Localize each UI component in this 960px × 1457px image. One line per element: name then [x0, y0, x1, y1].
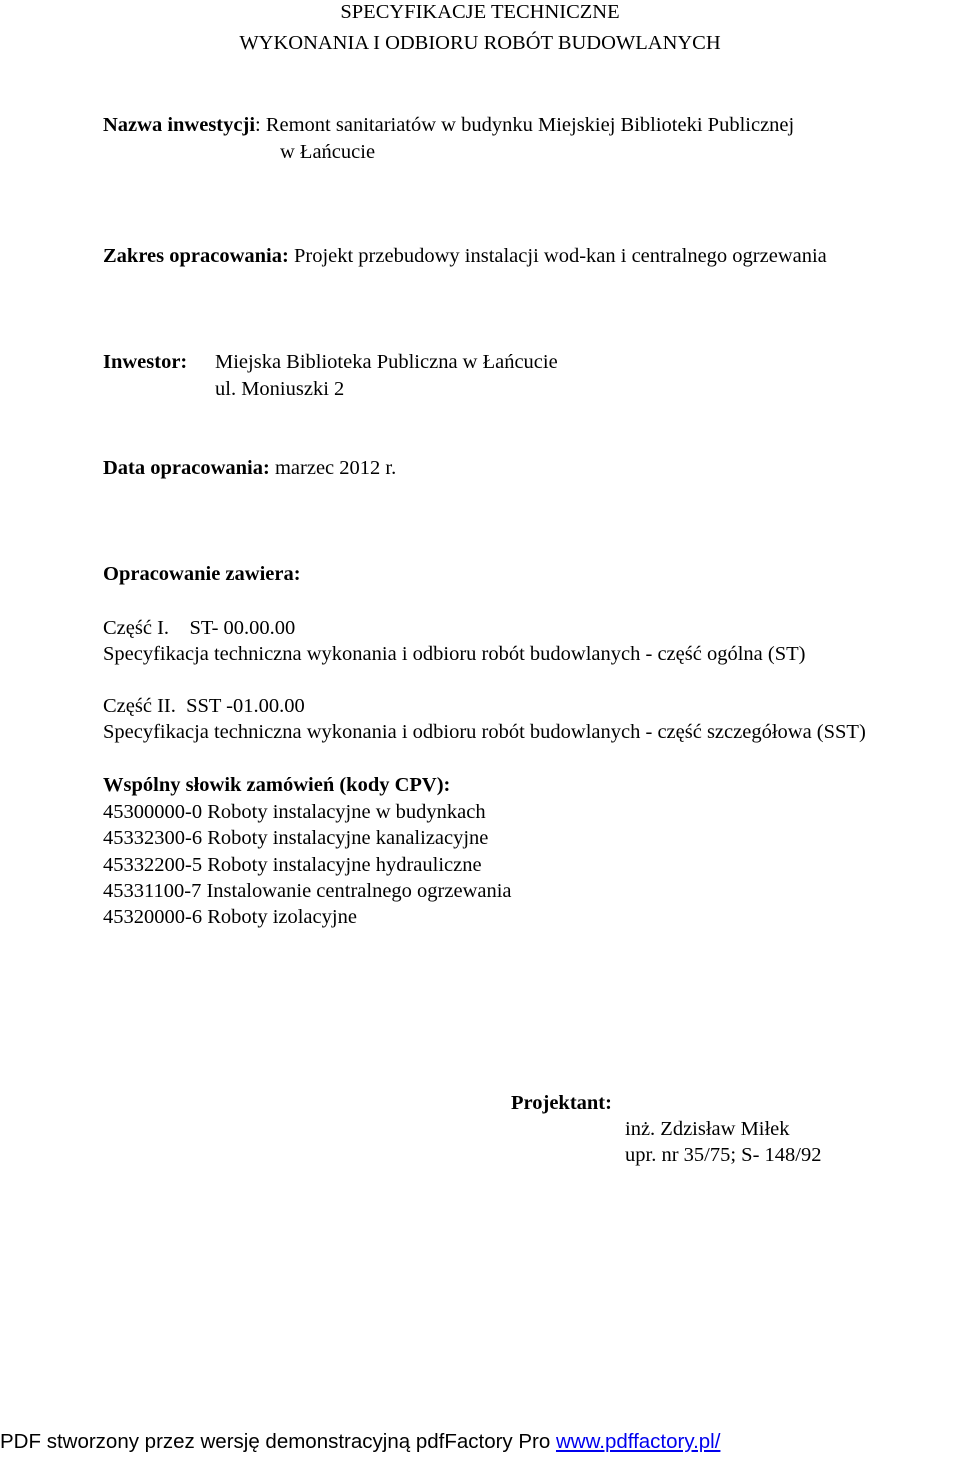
cpv-item: 45332200-5 Roboty instalacyjne hydrauliczne	[103, 854, 482, 876]
designer-name: inż. Zdzisław Miłek	[625, 1118, 790, 1140]
part2-description: Specyfikacja techniczna wykonania i odbioru robót budowlanych - część szczegółowa (SST)	[103, 721, 866, 743]
part1-code: Część I. ST- 00.00.00	[103, 617, 296, 639]
scope	[103, 246, 827, 267]
part2-code: Część II. SST -01.00.00	[103, 695, 305, 717]
investor-name: Miejska Biblioteka Publiczna w Łańcucie	[215, 351, 558, 373]
footer-link[interactable]: www.pdffactory.pl/	[555, 1430, 721, 1453]
cpv-item: 45332300-6 Roboty instalacyjne kanalizacyjne	[103, 827, 489, 849]
investment-label: Nazwa inwestycji	[103, 114, 256, 136]
date	[103, 458, 396, 479]
investment-name	[103, 115, 794, 136]
pdf-footer	[0, 1432, 720, 1453]
date-label: Data opracowania:	[103, 457, 270, 479]
document-title-line1: SPECYFIKACJE TECHNICZNE	[340, 1, 620, 23]
investment-value: : Remont sanitariatów w budynku Miejskiej Biblioteki Publicznej	[255, 114, 795, 136]
contents-heading: Opracowanie zawiera:	[103, 563, 301, 585]
scope-label: Zakres opracowania:	[103, 245, 289, 267]
footer-text: PDF stworzony przez wersję demonstracyjną pdfFactory Pro	[0, 1430, 556, 1453]
scope-value: Projekt przebudowy instalacji wod-kan i centralnego ogrzewania	[288, 245, 827, 267]
cpv-item: 45320000-6 Roboty izolacyjne	[103, 906, 357, 928]
date-value: marzec 2012 r.	[269, 457, 397, 479]
part1-description: Specyfikacja techniczna wykonania i odbioru robót budowlanych - część ogólna (ST)	[103, 643, 806, 665]
investment-value-line2: w Łańcucie	[280, 141, 376, 163]
designer-label: Projektant:	[511, 1092, 612, 1114]
cpv-heading: Wspólny słowik zamówień (kody CPV):	[103, 774, 451, 796]
document-title-line2: WYKONANIA I ODBIORU ROBÓT BUDOWLANYCH	[239, 32, 721, 54]
investor-label: Inwestor:	[103, 351, 188, 373]
designer-license: upr. nr 35/75; S- 148/92	[625, 1144, 822, 1166]
investor-address: ul. Moniuszki 2	[215, 378, 345, 400]
cpv-item: 45331100-7 Instalowanie centralnego ogrzewania	[103, 880, 512, 902]
cpv-item: 45300000-0 Roboty instalacyjne w budynkach	[103, 801, 486, 823]
